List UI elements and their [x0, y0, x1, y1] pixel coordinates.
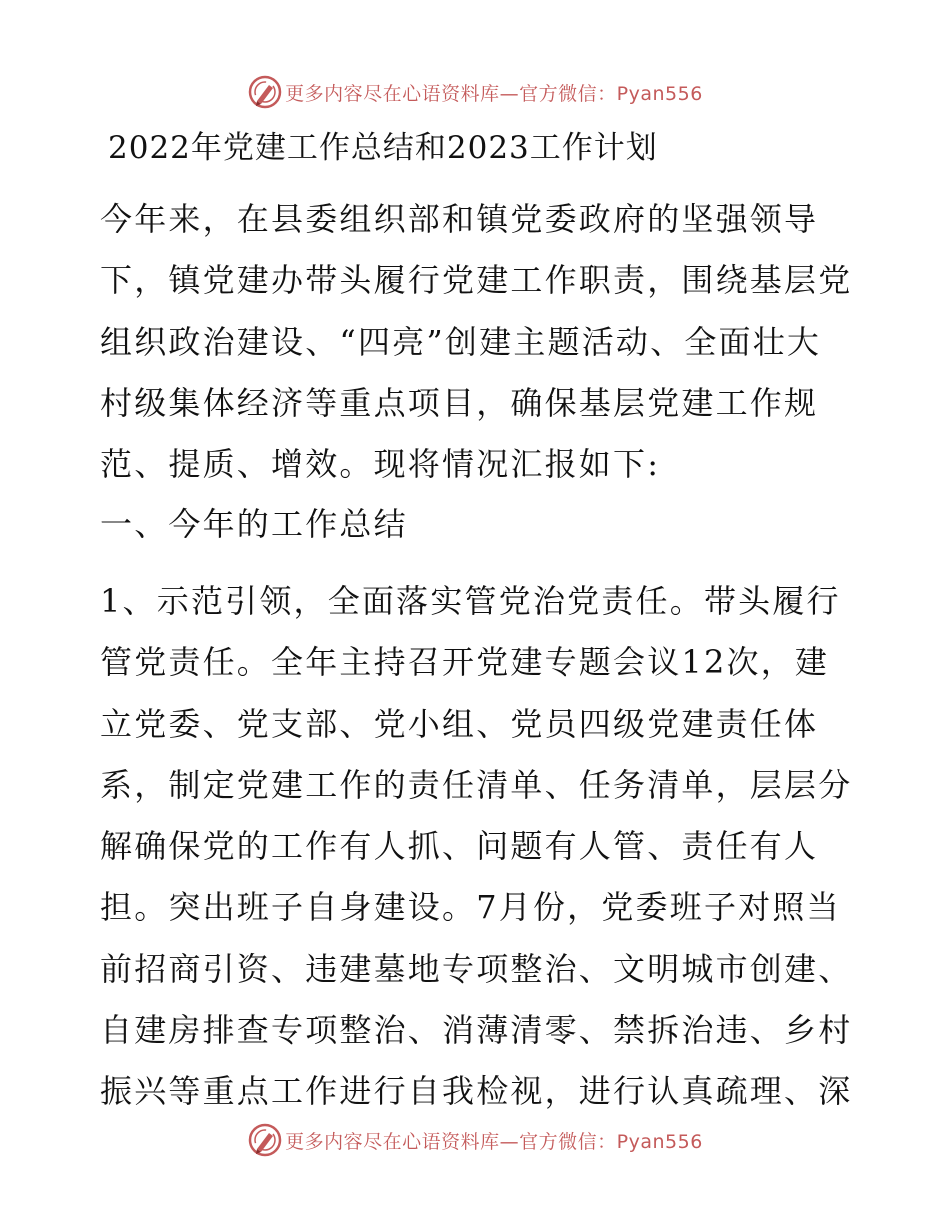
- footer-banner-text: 更多内容尽在心语资料库—官方微信：Pyan556: [285, 1130, 703, 1153]
- paragraph-line: 担。突出班子自身建设。7月份，党委班子对照当: [100, 888, 841, 927]
- paragraph-line: 振兴等重点工作进行自我检视，进行认真疏理、深: [100, 1072, 853, 1111]
- paragraph-line: 今年来，在县委组织部和镇党委政府的坚强领导: [100, 200, 819, 238]
- paragraph-line: 自建房排查专项整治、消薄清零、禁拆治违、乡村: [100, 1011, 853, 1050]
- paragraph-line: 前招商引资、违建墓地专项整治、文明城市创建、: [100, 949, 853, 988]
- pen-circle-logo-icon: [247, 1122, 283, 1158]
- section-heading: [100, 494, 860, 555]
- footer-banner: [0, 1120, 950, 1160]
- header-banner-text: 更多内容尽在心语资料库—官方微信：Pyan556: [285, 82, 703, 105]
- paragraph-line: 1、示范引领，全面落实管党治党责任。带头履行: [100, 582, 841, 620]
- header-banner: [0, 72, 950, 112]
- paragraph-line: 组织政治建设、“四亮”创建主题活动、全面壮大: [100, 322, 822, 361]
- paragraph-line: 管党责任。全年主持召开党建专题会议12次，建: [100, 643, 830, 682]
- paragraph-line: 范、提质、增效。现将情况汇报如下:: [100, 445, 661, 484]
- intro-paragraph: [100, 189, 860, 495]
- footer-wechat-id: Pyan556: [616, 1130, 703, 1153]
- paragraph-line: 立党委、党支部、党小组、党员四级党建责任体: [100, 704, 819, 743]
- document-title: 2022年党建工作总结和2023工作计划: [108, 130, 658, 166]
- header-wechat-id: Pyan556: [616, 82, 703, 105]
- paragraph-line: 下，镇党建办带头履行党建工作职责，围绕基层党: [100, 261, 853, 300]
- paragraph-line: 系，制定党建工作的责任清单、任务清单，层层分: [100, 765, 853, 804]
- paragraph-line: 村级集体经济等重点项目，确保基层党建工作规: [100, 383, 819, 422]
- pen-circle-logo-icon: [247, 74, 283, 110]
- paragraph-line: 解确保党的工作有人抓、问题有人管、责任有人: [100, 827, 819, 866]
- item-1-paragraph: [100, 571, 860, 1123]
- section-heading-text: 一、今年的工作总结: [100, 505, 408, 543]
